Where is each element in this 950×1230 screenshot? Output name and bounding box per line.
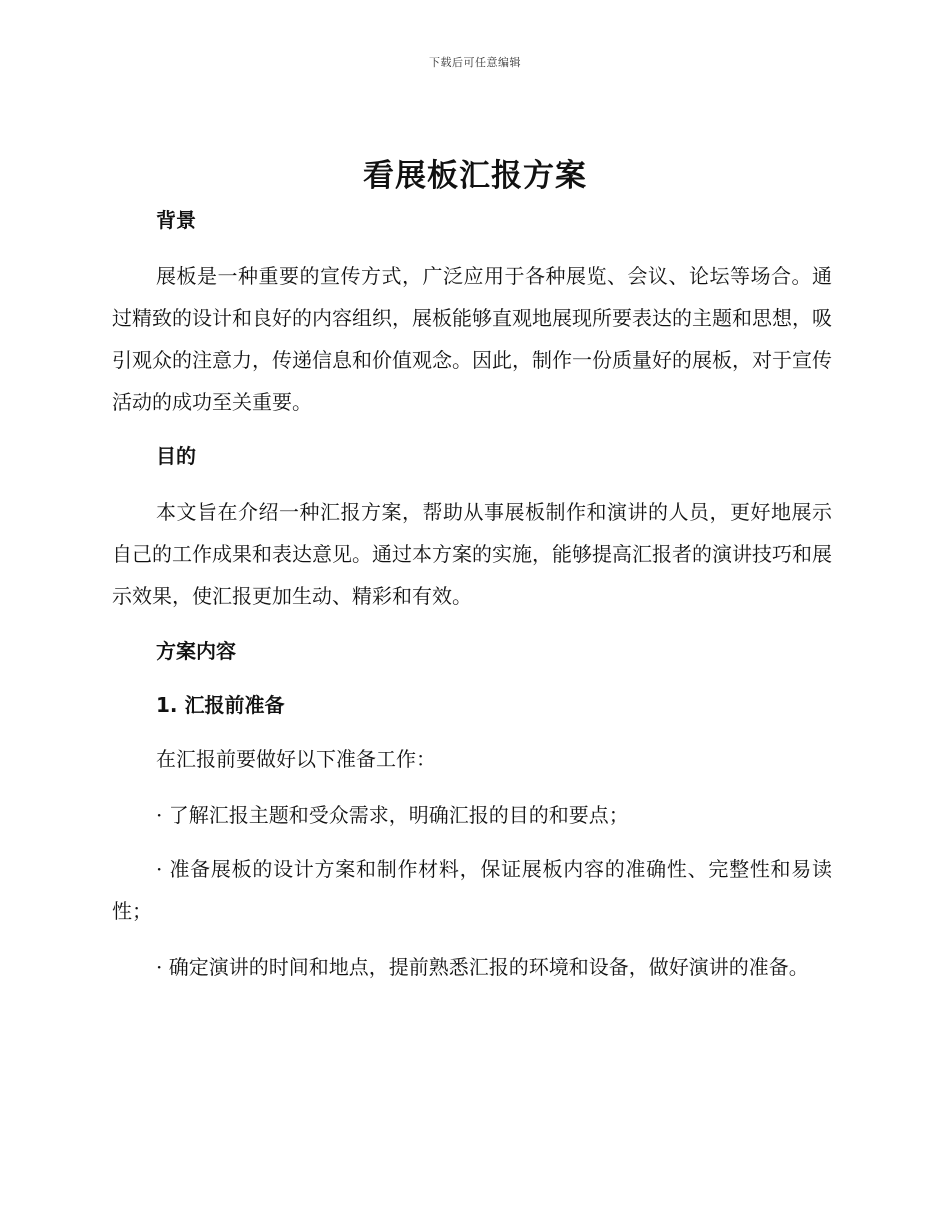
list-item: · 确定演讲的时间和地点，提前熟悉汇报的环境和设备，做好演讲的准备。 bbox=[156, 955, 809, 979]
header-note: 下载后可任意编辑 bbox=[429, 56, 521, 69]
paragraph-preparation-intro: 在汇报前要做好以下准备工作： bbox=[156, 747, 436, 771]
section-heading-plan: 方案内容 bbox=[156, 639, 236, 663]
paragraph-background: 展板是一种重要的宣传方式，广泛应用于各种展览、会议、论坛等场合。通过精致的设计和良好的内容组织，展板能够直观地展现所要表达的主题和思想，吸引观众的注意力，传递信息和价值观念。因此，制作一份质量好的展板，对于宣传活动的成功至关重要。 bbox=[112, 264, 832, 414]
subsection-heading-preparation: 1. 汇报前准备 bbox=[156, 693, 285, 717]
section-heading-purpose: 目的 bbox=[156, 444, 196, 468]
document-title: 看展板汇报方案 bbox=[363, 158, 587, 194]
list-item: · 了解汇报主题和受众需求，明确汇报的目的和要点； bbox=[156, 803, 629, 827]
list-item: · 准备展板的设计方案和制作材料，保证展板内容的准确性、完整性和易读性； bbox=[112, 857, 832, 923]
section-heading-background: 背景 bbox=[156, 208, 196, 232]
paragraph-purpose: 本文旨在介绍一种汇报方案，帮助从事展板制作和演讲的人员，更好地展示自己的工作成果和表达意见。通过本方案的实施，能够提高汇报者的演讲技巧和展示效果，使汇报更加生动、精彩和有效。 bbox=[112, 500, 832, 608]
